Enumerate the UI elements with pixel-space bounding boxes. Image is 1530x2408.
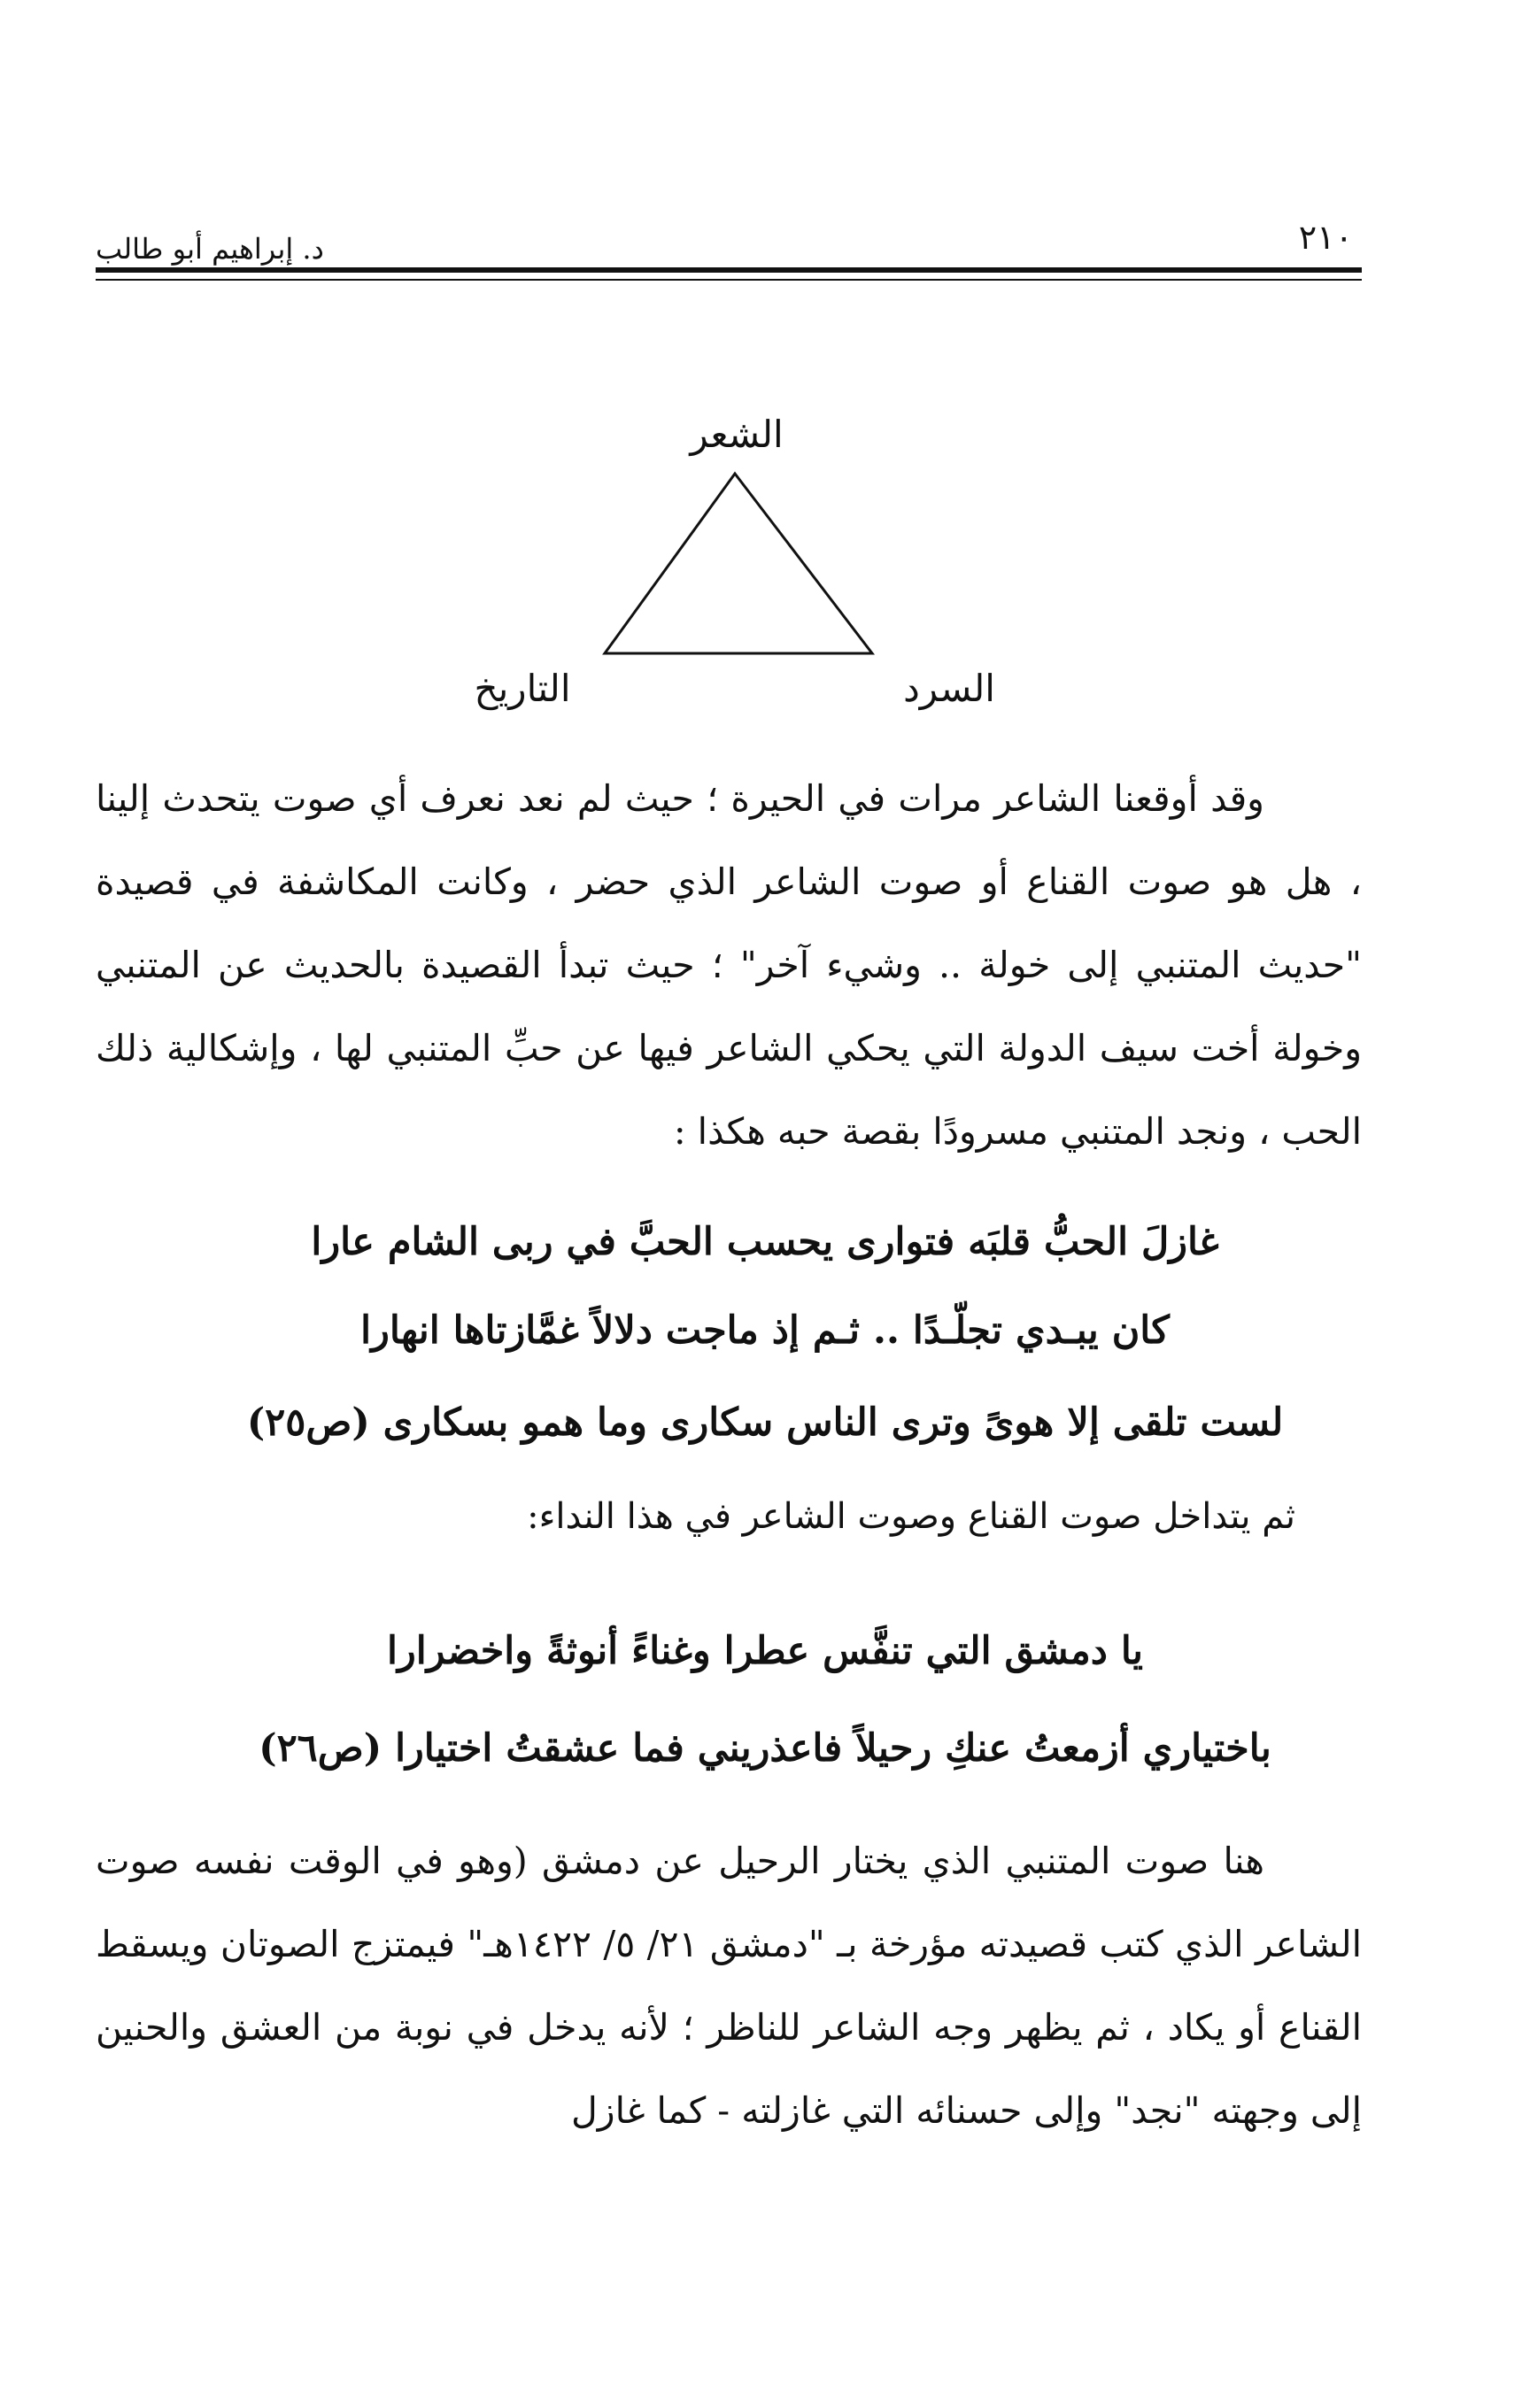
triangle-diagram [0,407,1530,744]
running-head-author: د. إبراهيم أبو طالب [96,232,324,266]
triangle-shape [605,474,872,653]
header-rule-thick [96,267,1362,273]
diagram-label-right: السرد [903,667,995,710]
diagram-label-left: التاريخ [474,667,571,710]
page-number: ٢١٠ [1298,218,1353,257]
verse-line-2: كان يبـدي تجلّـدًا .. ثـم إذ ماجت دلالاً غمَّازتاها انهارا [360,1308,1170,1353]
verse-line-4: يا دمشق التي تنفَّس عطرا وغناءً أنوثةً واخضرارا [387,1629,1143,1673]
verse-line-1: غازلَ الحبُّ قلبَه فتوارى يحسب الحبَّ في ربى الشام عارا [311,1220,1219,1264]
transition-line: ثم يتداخل صوت القناع وصوت الشاعر في هذا النداء: [527,1496,1295,1537]
body-paragraph-2: هنا صوت المتنبي الذي يختار الرحيل عن دمشق (وهو في الوقت نفسه صوت الشاعر الذي كتب قصيدته مؤرخة بـ "دمشق ٢١/ ٥/ ١٤٢٢هـ" فيمتزج الصوتان ويسقط القناع أو يكاد ، ثم يظهر وجه الشاعر للناظر ؛ لأنه يدخل في نوبة من العشق والحنين إلى وجهته "نجد" وإلى حسنائه التي غازلته - كما غازل [96,1840,1362,2132]
diagram-label-top: الشعر [690,413,784,456]
verse-line-5: باختياري أزمعتُ عنكِ رحيلاً فاعذريني فما عشقتُ اختيارا (ص٢٦) [259,1726,1271,1771]
body-paragraph-1: وقد أوقعنا الشاعر مرات في الحيرة ؛ حيث لم نعد نعرف أي صوت يتحدث إلينا ، هل هو صوت القناع أو صوت الشاعر الذي حضر ، وكانت المكاشفة في قصيدة "حديث المتنبي إلى خولة .. وشيء آخر" ؛ حيث تبدأ القصيدة بالحديث عن المتنبي وخولة أخت سيف الدولة التي يحكي الشاعر فيها عن حبِّ المتنبي لها ، وإشكالية ذلك الحب ، ونجد المتنبي مسرودًا بقصة حبه هكذا : [96,777,1362,1153]
header-rule-thin [96,279,1362,281]
verse-line-3: لست تلقى إلا هوىً وترى الناس سكارى وما همو بسكارى (ص٢٥) [246,1401,1284,1445]
